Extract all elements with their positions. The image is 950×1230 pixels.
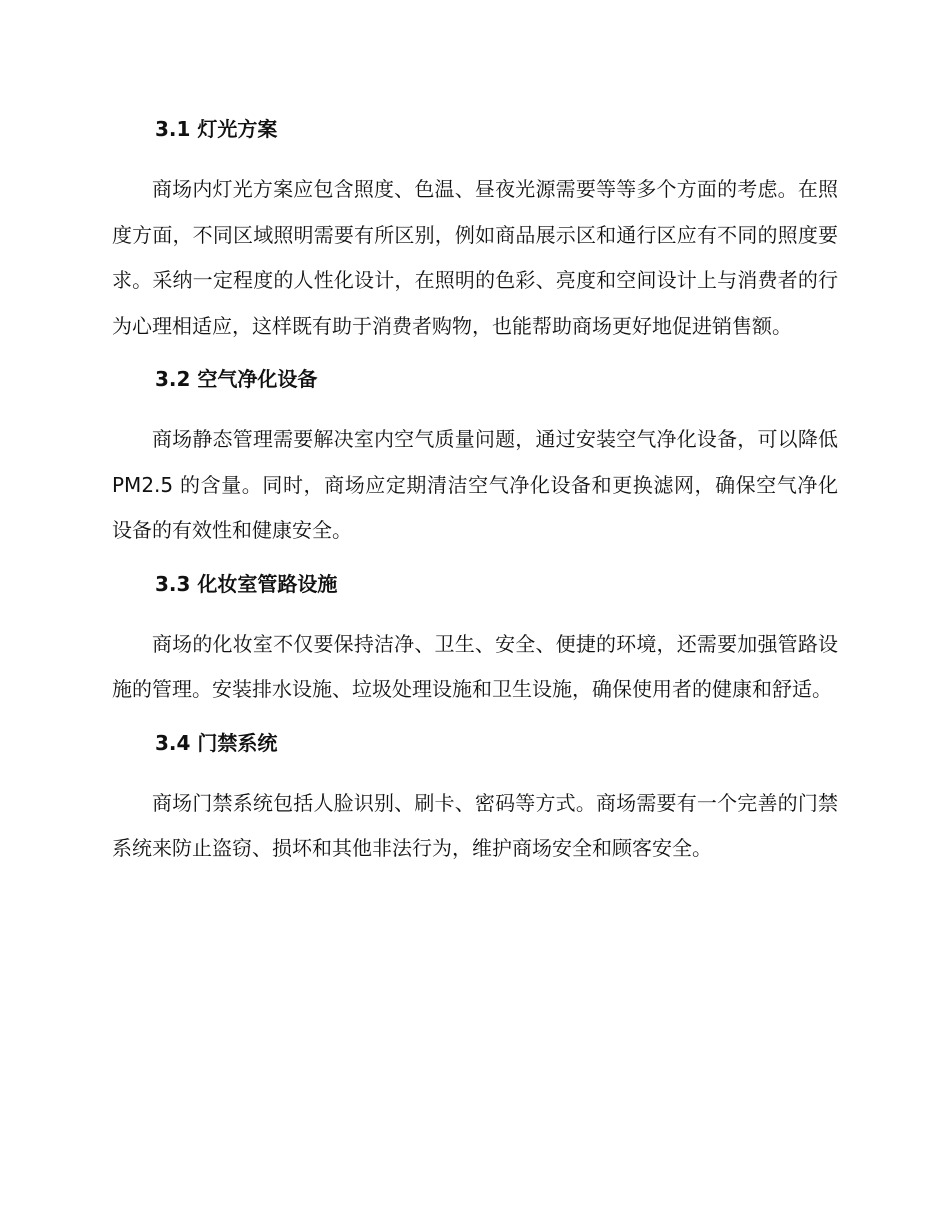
section-paragraph-access-control: 商场门禁系统包括人脸识别、刷卡、密码等方式。商场需要有一个完善的门禁系统来防止盗窃、损坏和其他非法行为，维护商场安全和顾客安全。 [112,790,838,860]
section-heading-air-purification: 3.2 空气净化设备 [155,367,318,391]
document-body [112,110,838,883]
section-heading-restroom-plumbing: 3.3 化妆室管路设施 [155,571,338,596]
section-heading-lighting: 3.1 灯光方案 [155,117,278,141]
section-heading-access-control: 3.4 门禁系统 [155,730,278,755]
section-paragraph-air-purification: 商场静态管理需要解决室内空气质量问题，通过安装空气净化设备，可以降低 PM2.5 的含量。同时，商场应定期清洁空气净化设备和更换滤网，确保空气净化设备的有效性和健康安全。 [112,427,838,542]
section-paragraph-lighting: 商场内灯光方案应包含照度、色温、昼夜光源需要等等多个方面的考虑。在照度方面，不同区域照明需要有所区别，例如商品展示区和通行区应有不同的照度要求。采纳一定程度的人性化设计，在照明的色彩、亮度和空间设计上与消费者的行为心理相适应，这样既有助于消费者购物，也能帮助商场更好地促进销售额。 [112,177,838,338]
section-paragraph-restroom-plumbing: 商场的化妆室不仅要保持洁净、卫生、安全、便捷的环境，还需要加强管路设施的管理。安装排水设施、垃圾处理设施和卫生设施，确保使用者的健康和舒适。 [112,631,838,701]
